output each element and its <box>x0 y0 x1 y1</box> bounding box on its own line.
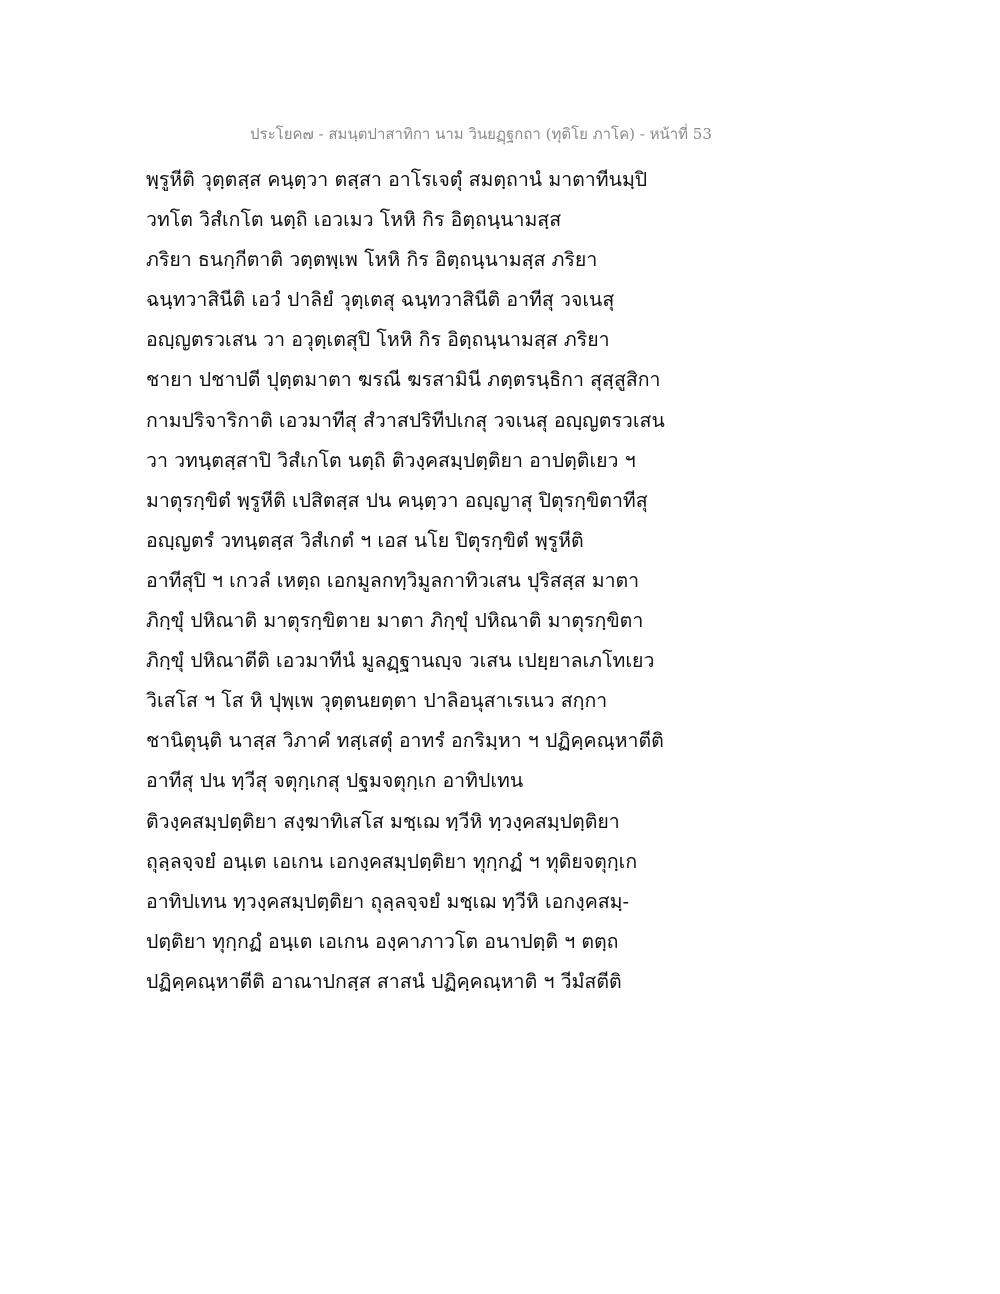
text-line: อญฺญตรํ วทนฺตสฺส วิสํเกตํ ฯ เอส นโย ปิตุรกฺขิตํ พฺรูหีติ <box>146 528 584 552</box>
text-line: ปฏิคฺคณฺหาตีติ อาณาปกสฺส สาสนํ ปฏิคฺคณฺหาติ ฯ วีมํสตีติ <box>146 969 622 993</box>
text-line: วทโต วิสํเกโต นตฺถิ เอวเมว โหหิ กิร อิตฺถนฺนามสฺส <box>146 208 562 232</box>
text-line: ภริยา ธนกฺกีตาติ วตฺตพฺเพ โหหิ กิร อิตฺถนฺนามสฺส ภริยา <box>146 248 598 272</box>
text-line: วิเสโส ฯ โส หิ ปุพฺเพ วุตฺตนยตฺตา ปาลิอนุสาเรเนว สกฺกา <box>146 689 608 713</box>
text-line: ถุลฺลจฺจยํ อนฺเต เอเกน เอกงฺคสมฺปตฺติยา ทุกฺกฏํ ฯ ทุติยจตุกฺเก <box>146 849 638 873</box>
text-line: มาตุรกฺขิตํ พฺรูหีติ เปสิตสฺส ปน คนฺตฺวา อญฺญาสุ ปิตุรกฺขิตาทีสุ <box>146 488 648 512</box>
text-line: วา วทนฺตสฺสาปิ วิสํเกโต นตฺถิ ติวงฺคสมฺปตฺติยา อาปตฺติเยว ฯ <box>146 448 636 472</box>
text-line: ชายา ปชาปตี ปุตฺตมาตา ฆรณี ฆรสามินี ภตฺตรนฺธิกา สุสฺสูสิกา <box>146 368 661 392</box>
text-line: อาทีสุ ปน ทฺวีสุ จตุกฺเกสุ ปฐมจตุกฺเก อาทิปเทน <box>146 769 524 793</box>
text-line: พฺรูหีติ วุตฺตสฺส คนฺตฺวา ตสฺสา อาโรเจตุํ สมตฺถานํ มาตาทีนมฺปิ <box>146 168 648 191</box>
text-line: ฉนฺทวาสินีติ เอวํ ปาลิยํ วุตฺเตสุ ฉนฺทวาสินีติ อาทีสุ วจเนสุ <box>146 288 615 312</box>
text-line: ชานิตุนฺติ นาสฺส วิภาคํ ทสฺเสตุํ อาทรํ อกริมฺหา ฯ ปฏิคฺคณฺหาตีติ <box>146 729 664 753</box>
text-line: ภิกฺขุํ ปหิณาติ มาตุรกฺขิตาย มาตา ภิกฺขุํ ปหิณาติ มาตุรกฺขิตา <box>146 609 644 633</box>
text-line: อาทิปเทน ทฺวงฺคสมฺปตฺติยา ถุลฺลจฺจยํ มชฺเฌ ทฺวีหิ เอกงฺคสมฺ- <box>146 889 630 913</box>
text-line: อญฺญตรวเสน วา อวุตฺเตสุปิ โหหิ กิร อิตฺถนฺนามสฺส ภริยา <box>146 328 610 352</box>
text-line: ติวงฺคสมฺปตฺติยา สงฺฆาทิเสโส มชฺเฌ ทฺวีหิ ทฺวงฺคสมฺปตฺติยา <box>146 809 620 833</box>
text-line: ปตฺติยา ทุกฺกฏํ อนฺเต เอเกน องฺคาภาวโต อนาปตฺติ ฯ ตตฺถ <box>146 929 619 953</box>
running-header: ประโยค๗ - สมนฺตปาสาทิกา นาม วินยฏฺฐกถา (ทุติโย ภาโค) - หน้าที่ 53 <box>250 125 712 143</box>
text-line: อาทีสุปิ ฯ เกวลํ เหตฺถ เอกมูลกทฺวิมูลกาทิวเสน ปุริสสฺส มาตา <box>146 568 640 592</box>
text-line: ภิกฺขุํ ปหิณาตีติ เอวมาทีนํ มูลฏฺฐานญฺจ วเสน เปยฺยาลเภโทเยว <box>146 649 655 673</box>
body-text <box>146 160 706 1002</box>
text-line: กามปริจาริกาติ เอวมาทีสุ สํวาสปริทีปเกสุ วจเนสุ อญฺญตรวเสน <box>146 408 665 432</box>
